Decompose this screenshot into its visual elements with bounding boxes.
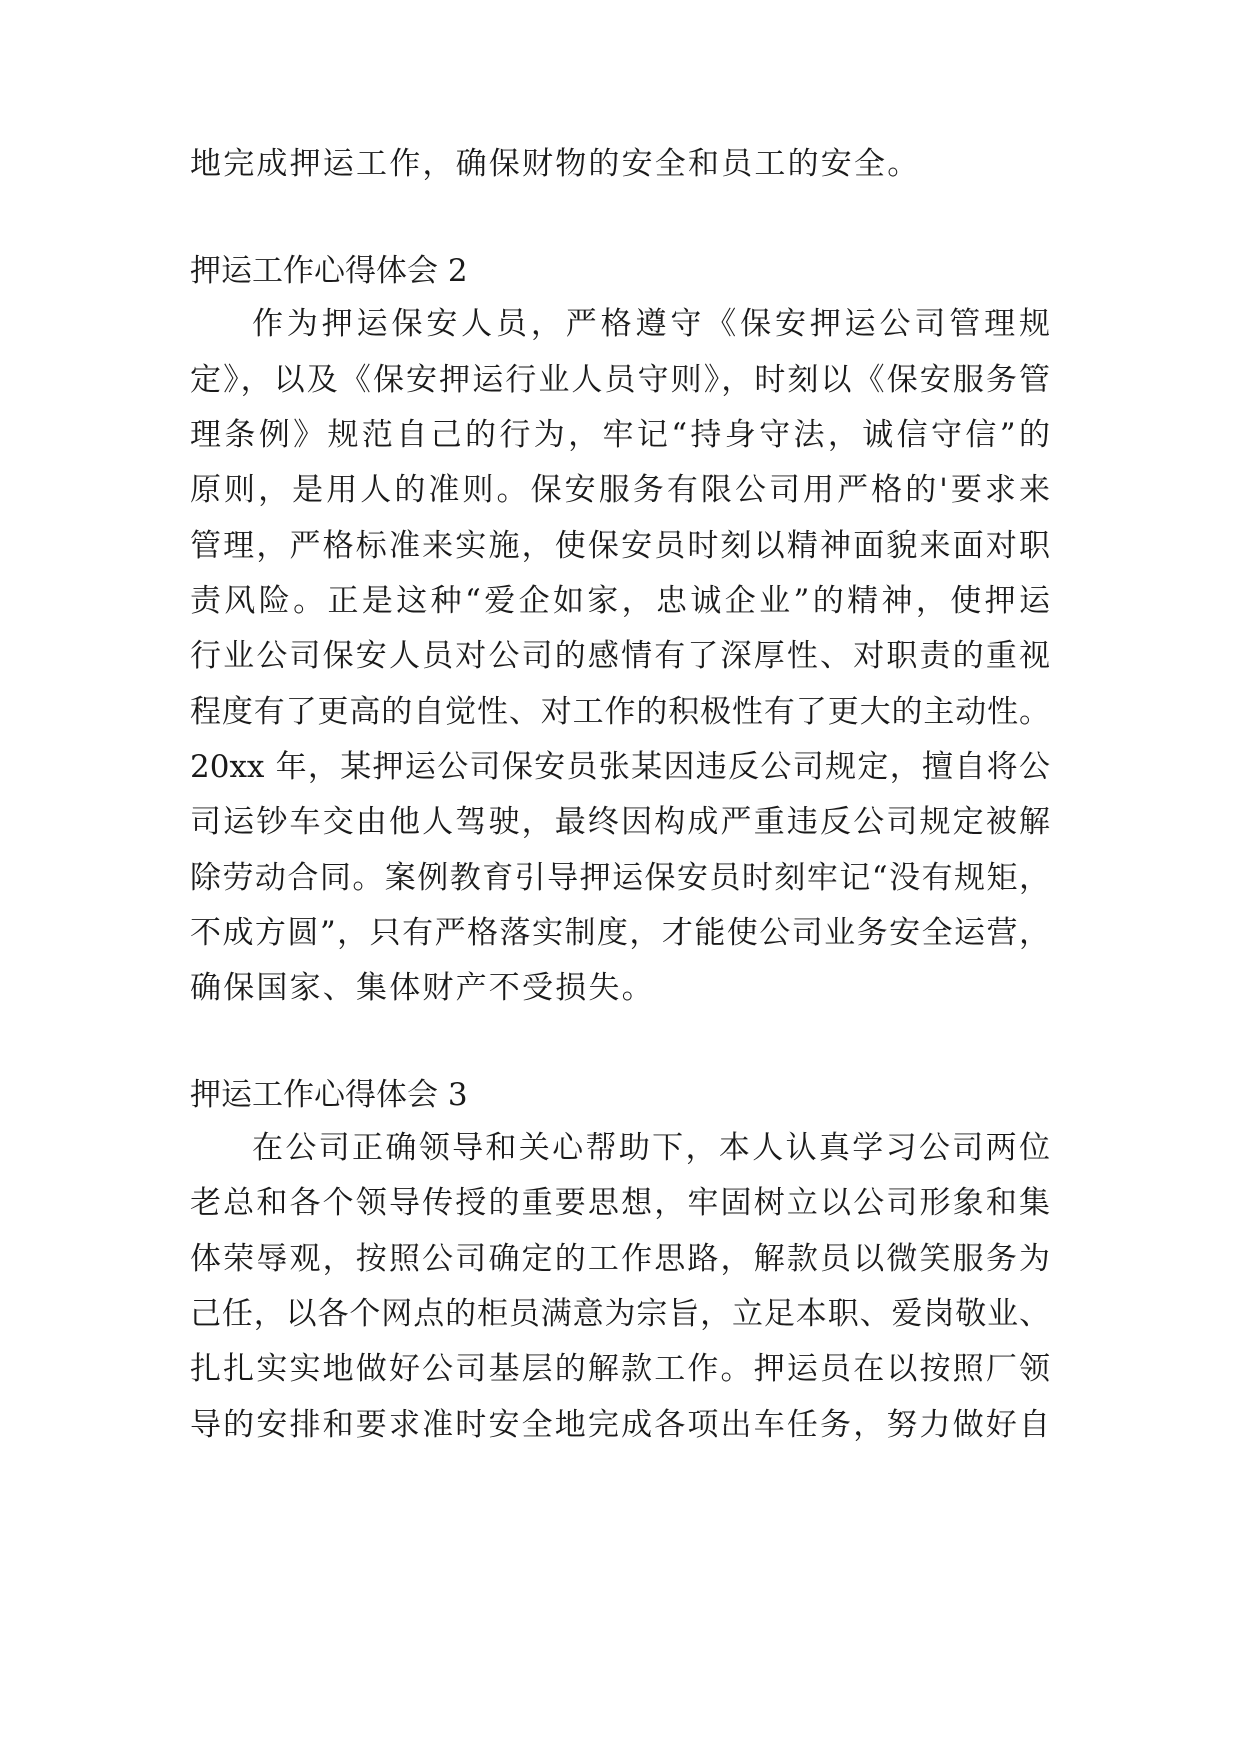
intro-paragraph-tail: 地完成押运工作，确保财物的安全和员工的安全。 [190,146,921,182]
section-2-line: 除劳动合同。案例教育引导押运保安员时刻牢记“没有规矩， [190,860,1050,896]
section-3-heading: 押运工作心得体会 3 [190,1077,468,1113]
section-2-line: 责风险。正是这种“爱企如家，忠诚企业”的精神，使押运 [190,583,1050,619]
section-2-heading: 押运工作心得体会 2 [190,253,468,289]
section-2-line: 管理，严格标准来实施，使保安员时刻以精神面貌来面对职 [190,528,1050,564]
section-3-line: 己任，以各个网点的柜员满意为宗旨，立足本职、爱岗敬业、 [190,1296,1050,1332]
section-3-line: 老总和各个领导传授的重要思想，牢固树立以公司形象和集 [190,1185,1050,1221]
section-2-line: 程度有了更高的自觉性、对工作的积极性有了更大的主动性。 [190,694,1050,730]
section-2-line: 确保国家、集体财产不受损失。 [190,970,655,1006]
section-2-line: 司运钞车交由他人驾驶，最终因构成严重违反公司规定被解 [190,804,1050,840]
section-3-line: 在公司正确领导和关心帮助下，本人认真学习公司两位 [252,1130,1050,1166]
section-2-line: 定》，以及《保安押运行业人员守则》，时刻以《保安服务管 [190,362,1050,398]
section-2-line: 20xx 年，某押运公司保安员张某因违反公司规定，擅自将公 [190,749,1050,785]
section-2-line: 作为押运保安人员，严格遵守《保安押运公司管理规 [252,306,1050,342]
section-2-line: 行业公司保安人员对公司的感情有了深厚性、对职责的重视 [190,638,1050,674]
section-2-line: 原则，是用人的准则。保安服务有限公司用严格的'要求来 [190,472,1050,508]
section-3-line: 扎扎实实地做好公司基层的解款工作。押运员在以按照厂领 [190,1351,1050,1387]
section-3-line: 导的安排和要求准时安全地完成各项出车任务，努力做好自 [190,1407,1050,1443]
section-2-line: 不成方圆”，只有严格落实制度，才能使公司业务安全运营， [190,915,1050,951]
section-3-line: 体荣辱观，按照公司确定的工作思路，解款员以微笑服务为 [190,1241,1050,1277]
section-2-line: 理条例》规范自己的行为，牢记“持身守法，诚信守信”的 [190,417,1050,453]
